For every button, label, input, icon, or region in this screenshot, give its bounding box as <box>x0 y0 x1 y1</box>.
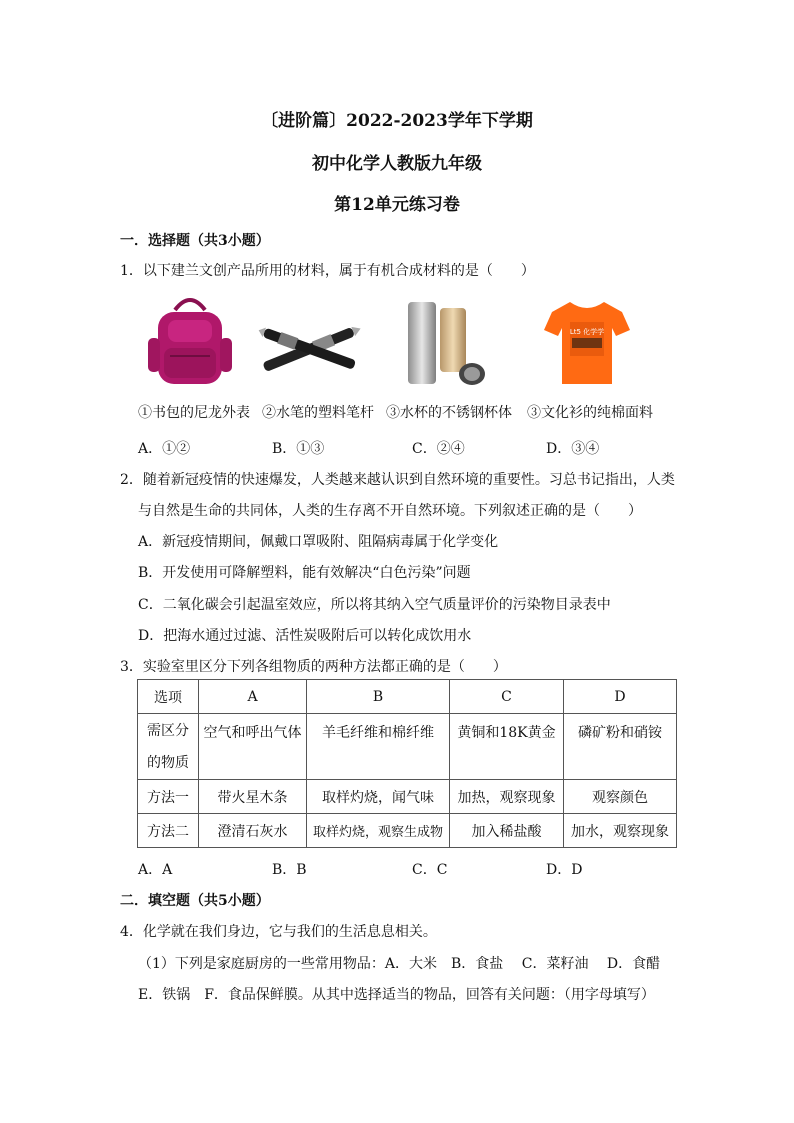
q3-table-row-method2 <box>138 814 677 848</box>
q3-cell-items-a: 空气和呼出气体 <box>199 714 307 780</box>
pens-image <box>255 310 365 390</box>
q3-th-c: C <box>450 680 564 714</box>
q3-cell-m2-b: 取样灼烧，观察生成物 <box>307 814 450 848</box>
steel-cups-image <box>400 296 495 391</box>
question-3-stem: 3．实验室里区分下列各组物质的两种方法都正确的是（ ） <box>120 659 507 675</box>
caption-tshirt: ③文化衫的纯棉面料 <box>527 405 653 421</box>
q3-cell-items-d: 磷矿粉和硝铵 <box>564 714 677 780</box>
section-heading-fill: 二．填空题（共5小题） <box>120 893 270 909</box>
caption-backpack: ①书包的尼龙外表 <box>138 405 250 421</box>
q3-cell-m2-a: 澄清石灰水 <box>199 814 307 848</box>
q3-cell-m1-d: 观察颜色 <box>564 780 677 814</box>
caption-cups: ③水杯的不锈钢杯体 <box>386 405 512 421</box>
doc-title-line2: 初中化学人教版九年级 <box>312 154 482 174</box>
doc-title-line1: 〔进阶篇〕2022-2023学年下学期 <box>261 111 533 131</box>
q3-cell-m2-d: 加水，观察现象 <box>564 814 677 848</box>
q3-option-c: C．C <box>412 862 448 878</box>
q3-table-header-row <box>138 680 677 714</box>
question-1-stem: 1．以下建兰文创产品所用的材料，属于有机合成材料的是（ ） <box>120 263 535 279</box>
q3-items-label-1: 需区分 <box>147 722 189 739</box>
question-2-stem-line1: 2．随着新冠疫情的快速爆发，人类越来越认识到自然环境的重要性。习总书记指出，人类 <box>120 472 675 488</box>
q3-option-a: A．A <box>138 862 173 878</box>
q3-cell-m2-c: 加入稀盐酸 <box>450 814 564 848</box>
q3-option-d: D．D <box>546 862 583 878</box>
q3-table <box>137 679 677 848</box>
q3-cell-items-b: 羊毛纤维和棉纤维 <box>307 714 450 780</box>
question-4-sub1-line2: E．铁锅 F．食品保鲜膜。从其中选择适当的物品，回答有关问题：（用字母填写） <box>138 987 655 1003</box>
q3-cell-m1-c: 加热，观察现象 <box>450 780 564 814</box>
q3-items-label-2: 的物质 <box>147 754 189 771</box>
q3-cell-m1-a: 带火星木条 <box>199 780 307 814</box>
backpack-image <box>140 290 240 390</box>
q2-option-c: C．二氧化碳会引起温室效应，所以将其纳入空气质量评价的污染物目录表中 <box>138 597 611 613</box>
q3-cell-m1-label: 方法一 <box>138 780 199 814</box>
q3-th-a: A <box>199 680 307 714</box>
tshirt-print-text: Lt5 化学学 <box>569 328 605 336</box>
q3-cell-items-c: 黄铜和18K黄金 <box>450 714 564 780</box>
q3-th-d: D <box>564 680 677 714</box>
q2-option-d: D．把海水通过过滤、活性炭吸附后可以转化成饮用水 <box>138 628 472 644</box>
q3-th-b: B <box>307 680 450 714</box>
caption-pens: ②水笔的塑料笔杆 <box>262 405 374 421</box>
tshirt-image <box>542 296 632 388</box>
q3-cell-m2-label: 方法二 <box>138 814 199 848</box>
q3-option-b: B．B <box>272 862 307 878</box>
q2-option-a: A．新冠疫情期间，佩戴口罩吸附、阻隔病毒属于化学变化 <box>138 534 499 550</box>
section-heading-choice: 一．选择题（共3小题） <box>120 233 270 249</box>
q1-option-a: A．①② <box>138 441 191 457</box>
q3-table-row-items <box>138 714 677 780</box>
q2-option-b: B．开发使用可降解塑料，能有效解决“白色污染”问题 <box>138 565 471 581</box>
question-4-stem: 4．化学就在我们身边，它与我们的生活息息相关。 <box>120 924 437 940</box>
q1-option-c: C．②④ <box>412 441 465 457</box>
q3-cell-items-label <box>138 714 199 780</box>
question-4-sub1-line1: （1）下列是家庭厨房的一些常用物品：A．大米 B．食盐 C．菜籽油 D．食醋 <box>138 956 661 972</box>
q1-option-d: D．③④ <box>546 441 600 457</box>
q3-cell-m1-b: 取样灼烧，闻气味 <box>307 780 450 814</box>
q3-table-row-method1 <box>138 780 677 814</box>
q1-option-b: B．①③ <box>272 441 325 457</box>
doc-title-line3: 第12单元练习卷 <box>334 195 460 215</box>
q3-th-option: 选项 <box>138 680 199 714</box>
question-2-stem-line2: 与自然是生命的共同体，人类的生存离不开自然环境。下列叙述正确的是（ ） <box>138 503 642 519</box>
